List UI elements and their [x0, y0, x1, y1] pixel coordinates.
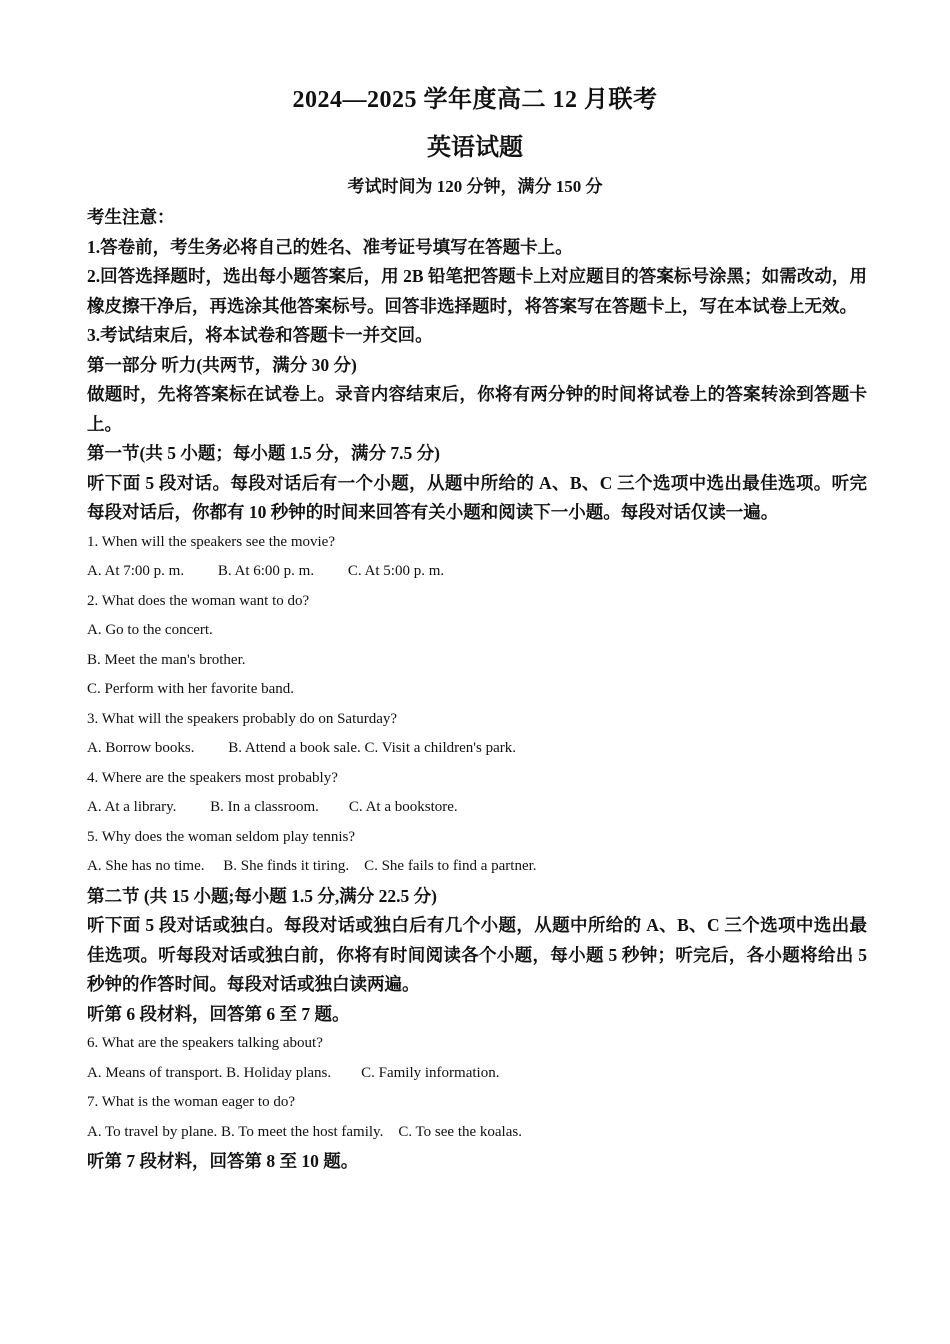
question-1: 1. When will the speakers see the movie? — [87, 533, 335, 550]
part1-heading: 第一部分 听力(共两节，满分 30 分) — [87, 354, 357, 375]
question-2-option-c: C. Perform with her favorite band. — [87, 681, 295, 697]
exam-content — [87, 203, 867, 1177]
section2-instruction: 听下面 5 段对话或独白。每段对话或独白后有几个小题，从题中所给的 A、B、C 三个选项中选出最佳选项。听每段对话或独白前，你将有时间阅读各个小题，每小题 5 秒钟；听完后，各小题将给出 5 秒钟的作答时间。每段对话或独白读两遍。 — [87, 915, 867, 994]
notice-item-3: 3.考试结束后，将本试卷和答题卡一并交回。 — [87, 325, 433, 345]
exam-time-note: 考试时间为 120 分钟，满分 150 分 — [347, 177, 603, 196]
question-6-options: A. Means of transport. B. Holiday plans. C. Family information. — [87, 1064, 500, 1081]
question-4-options: A. At a library. B. In a classroom. C. At a bookstore. — [87, 799, 458, 815]
part1-instruction: 做题时，先将答案标在试卷上。录音内容结束后，你将有两分钟的时间将试卷上的答案转涂到答题卡上。 — [87, 384, 867, 434]
question-2-option-a: A. Go to the concert. — [87, 622, 213, 638]
question-5: 5. Why does the woman seldom play tennis? — [87, 828, 356, 845]
material-6-heading: 听第 6 段材料，回答第 6 至 7 题。 — [87, 1003, 350, 1024]
notice-item-2: 2.回答选择题时，选出每小题答案后，用 2B 铅笔把答题卡上对应题目的答案标号涂黑；如需改动，用橡皮擦干净后，再选涂其他答案标号。回答非选择题时，将答案写在答题卡上，写在本试卷上无效。 — [87, 266, 867, 316]
question-7-options: A. To travel by plane. B. To meet the host family. C. To see the koalas. — [87, 1123, 522, 1140]
question-1-options: A. At 7:00 p. m. B. At 6:00 p. m. C. At 5:00 p. m. — [87, 563, 445, 579]
question-2: 2. What does the woman want to do? — [87, 592, 310, 609]
notice-item-1: 1.答卷前，考生务必将自己的姓名、准考证号填写在答题卡上。 — [87, 236, 573, 257]
question-5-options: A. She has no time. B. She finds it tiring. C. She fails to find a partner. — [87, 858, 537, 874]
material-7-heading: 听第 7 段材料，回答第 8 至 10 题。 — [87, 1151, 359, 1171]
question-6: 6. What are the speakers talking about? — [87, 1035, 323, 1051]
question-4: 4. Where are the speakers most probably? — [87, 769, 338, 786]
page-subtitle: 英语试题 — [427, 135, 523, 161]
question-2-option-b: B. Meet the man's brother. — [87, 651, 246, 668]
section2-heading: 第二节 (共 15 小题;每小题 1.5 分,满分 22.5 分) — [87, 885, 437, 906]
question-3: 3. What will the speakers probably do on Saturday? — [87, 710, 398, 727]
section1-instruction: 听下面 5 段对话。每段对话后有一个小题，从题中所给的 A、B、C 三个选项中选出最佳选项。听完每段对话后，你都有 10 秒钟的时间来回答有关小题和阅读下一小题。每段对话仅读一遍。 — [87, 472, 867, 522]
question-3-options: A. Borrow books. B. Attend a book sale. C. Visit a children's park. — [87, 740, 516, 756]
question-7: 7. What is the woman eager to do? — [87, 1094, 295, 1110]
section1-heading: 第一节(共 5 小题；每小题 1.5 分，满分 7.5 分) — [87, 443, 440, 463]
page-title: 2024—2025 学年度高二 12 月联考 — [292, 87, 658, 113]
notice-heading: 考生注意： — [87, 207, 175, 227]
